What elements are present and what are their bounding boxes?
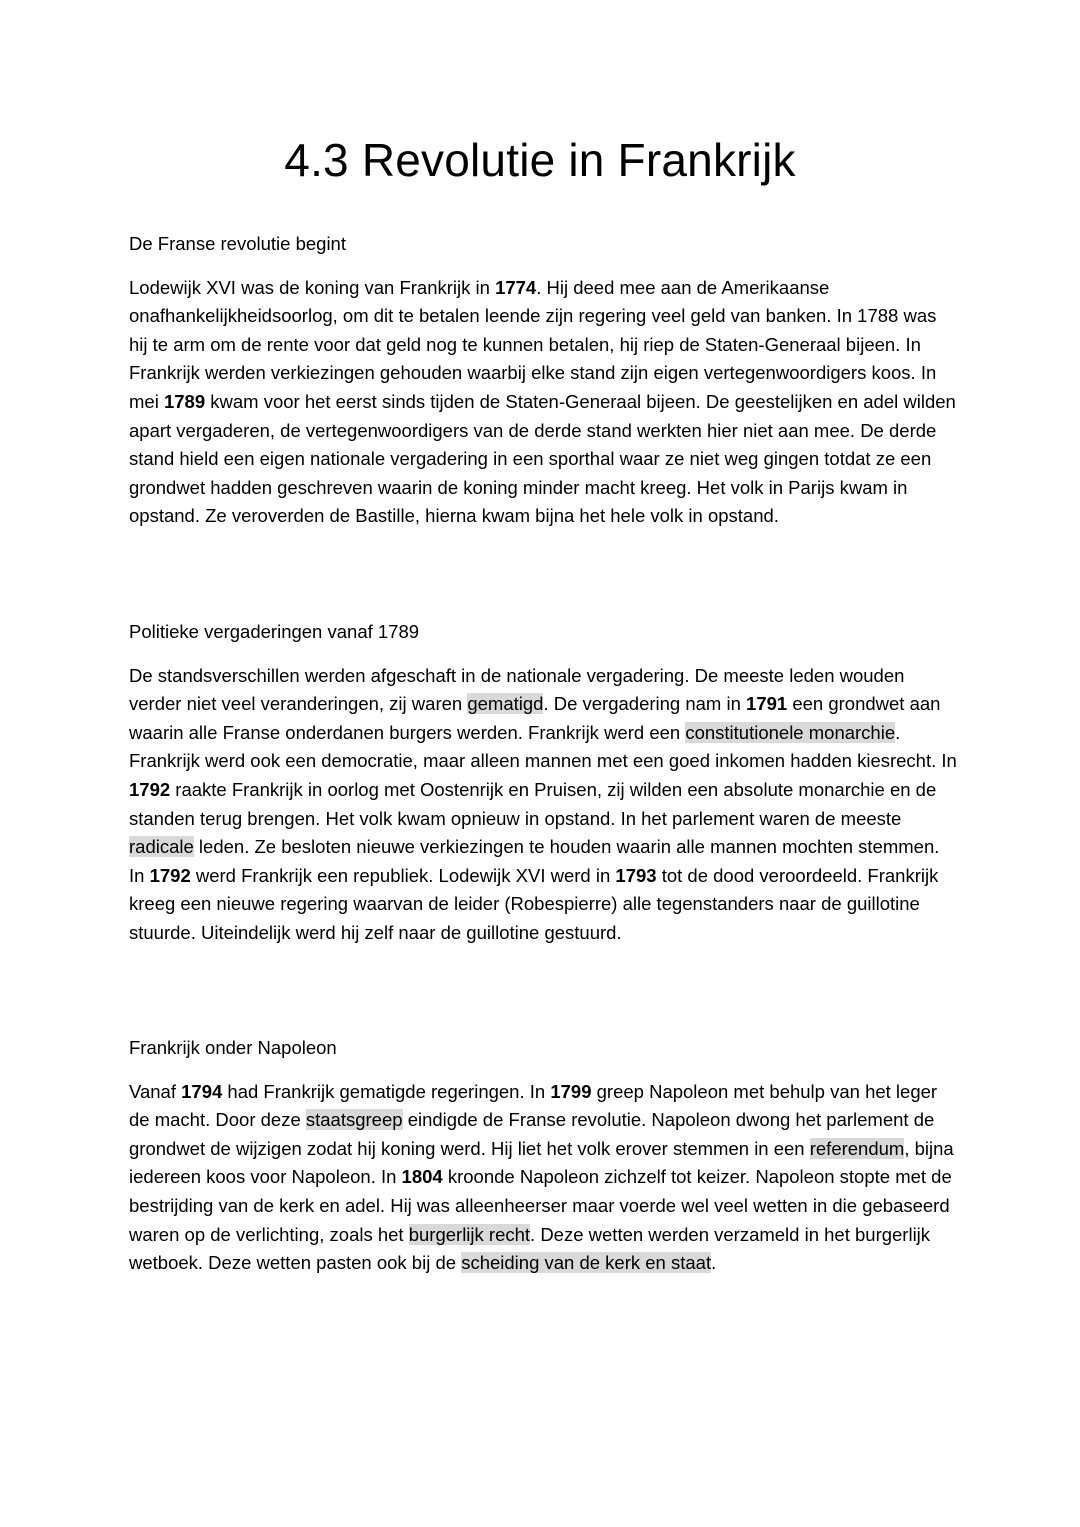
section-franse-revolutie-begint <box>129 230 959 531</box>
text-run: . Deze wetten werden verzameld in het burgerlijk wetboek. Deze wetten pasten ook bij de <box>129 1223 931 1274</box>
bold-year: 1774 <box>495 276 537 298</box>
page-title: 4.3 Revolutie in Frankrijk <box>284 134 796 186</box>
section-politieke-vergaderingen <box>129 618 959 948</box>
text-run: kroonde Napoleon zichzelf tot keizer. Napoleon stopte met de bestrijding van de kerk en adel. Hij was alleenheerser maar voerde wel veel wetten in die gebaseerd waren op de verlichting, zoals het <box>129 1166 952 1245</box>
bold-year: 1792 <box>129 778 171 800</box>
text-run: werd Frankrijk een republiek. Lodewijk XVI werd in <box>190 864 616 886</box>
text-run: raakte Frankrijk in oorlog met Oostenrijk en Pruisen, zij wilden een absolute monarchie en de standen terug brengen. Het volk kwam opnieuw in opstand. In het parlement waren de meeste <box>129 778 937 829</box>
text-run: een grondwet aan waarin alle Franse onderdanen burgers werden. Frankrijk werd een <box>129 693 941 743</box>
text-run: kwam voor het eerst sinds tijden de Staten-Generaal bijeen. De geestelijken en adel wilden apart vergaderen, de vertegenwoordigers van de derde stand werkten hier niet aan mee. De derde stand hield een eigen nationale vergadering in een sporthal waar ze niet weg gingen totdat ze een grondwet hadden geschreven waarin de koning minder macht kreeg. Het volk in Parijs kwam in opstand. Ze veroverden de Bastille, hierna kwam bijna het hele volk in opstand. <box>129 390 956 527</box>
section-heading: Politieke vergaderingen vanaf 1789 <box>129 621 420 642</box>
section-heading: Frankrijk onder Napoleon <box>129 1037 337 1058</box>
bold-year: 1791 <box>746 693 788 715</box>
highlighted-term: referendum <box>809 1137 905 1159</box>
bold-year: 1789 <box>163 390 206 412</box>
text-run: De standsverschillen werden afgeschaft in de nationale vergadering. De meeste leden wouden verder niet veel veranderingen, zij waren <box>129 664 905 715</box>
text-run: . Frankrijk werd ook een democratie, maar alleen mannen met een goed inkomen hadden kiesrecht. In <box>129 721 957 772</box>
text-run: leden. Ze besloten nieuwe verkiezingen te houden waarin alle mannen mochten stemmen. In <box>129 836 940 886</box>
highlighted-term: radicale <box>129 836 194 858</box>
text-run: . Hij deed mee aan de Amerikaanse onafhankelijkheidsoorlog, om dit te betalen leende zijn regering veel geld van banken. In 1788 was hij te arm om de rente voor dat geld nog te kunnen betalen, hij riep de Staten-Generaal bijeen. In Frankrijk werden verkiezingen gehouden waarbij elke stand zijn eigen vertegenwoordigers koos. In mei <box>129 276 937 412</box>
bold-year: 1794 <box>181 1080 223 1102</box>
bold-year: 1792 <box>149 864 191 886</box>
section-paragraph <box>129 662 959 948</box>
text-run: had Frankrijk gematigde regeringen. In <box>222 1080 551 1102</box>
bold-year: 1793 <box>615 864 657 886</box>
section-paragraph <box>129 274 959 531</box>
section-paragraph <box>129 1078 959 1278</box>
text-run: eindigde de Franse revolutie. Napoleon dwong het parlement de grondwet de wijzigen zodat hij koning werd. Hij liet het volk erover stemmen in een <box>129 1109 935 1159</box>
bold-year: 1799 <box>550 1080 592 1102</box>
highlighted-term: constitutionele monarchie <box>685 721 896 743</box>
text-run: tot de dood veroordeeld. Frankrijk kreeg een nieuwe regering waarvan de leider (Robespierre) alle tegenstanders naar de guillotine stuurde. Uiteindelijk werd hij zelf naar de guillotine gestuurd. <box>129 864 939 943</box>
highlighted-term: staatsgreep <box>305 1109 403 1131</box>
text-run: , bijna iedereen koos voor Napoleon. In <box>129 1137 954 1188</box>
text-run: Lodewijk XVI was de koning van Frankrijk in <box>129 276 496 298</box>
text-run: . De vergadering nam in <box>543 693 747 715</box>
section-heading: De Franse revolutie begint <box>129 233 346 254</box>
text-run: Vanaf <box>129 1080 182 1102</box>
highlighted-term: scheiding van de kerk en staat <box>461 1252 712 1274</box>
text-run: . <box>711 1252 717 1274</box>
bold-year: 1804 <box>401 1166 443 1188</box>
section-frankrijk-onder-napoleon <box>129 1034 959 1278</box>
text-run: greep Napoleon met behulp van het leger de macht. Door deze <box>129 1080 938 1131</box>
highlighted-term: gematigd <box>467 693 544 715</box>
highlighted-term: burgerlijk recht <box>408 1223 531 1245</box>
